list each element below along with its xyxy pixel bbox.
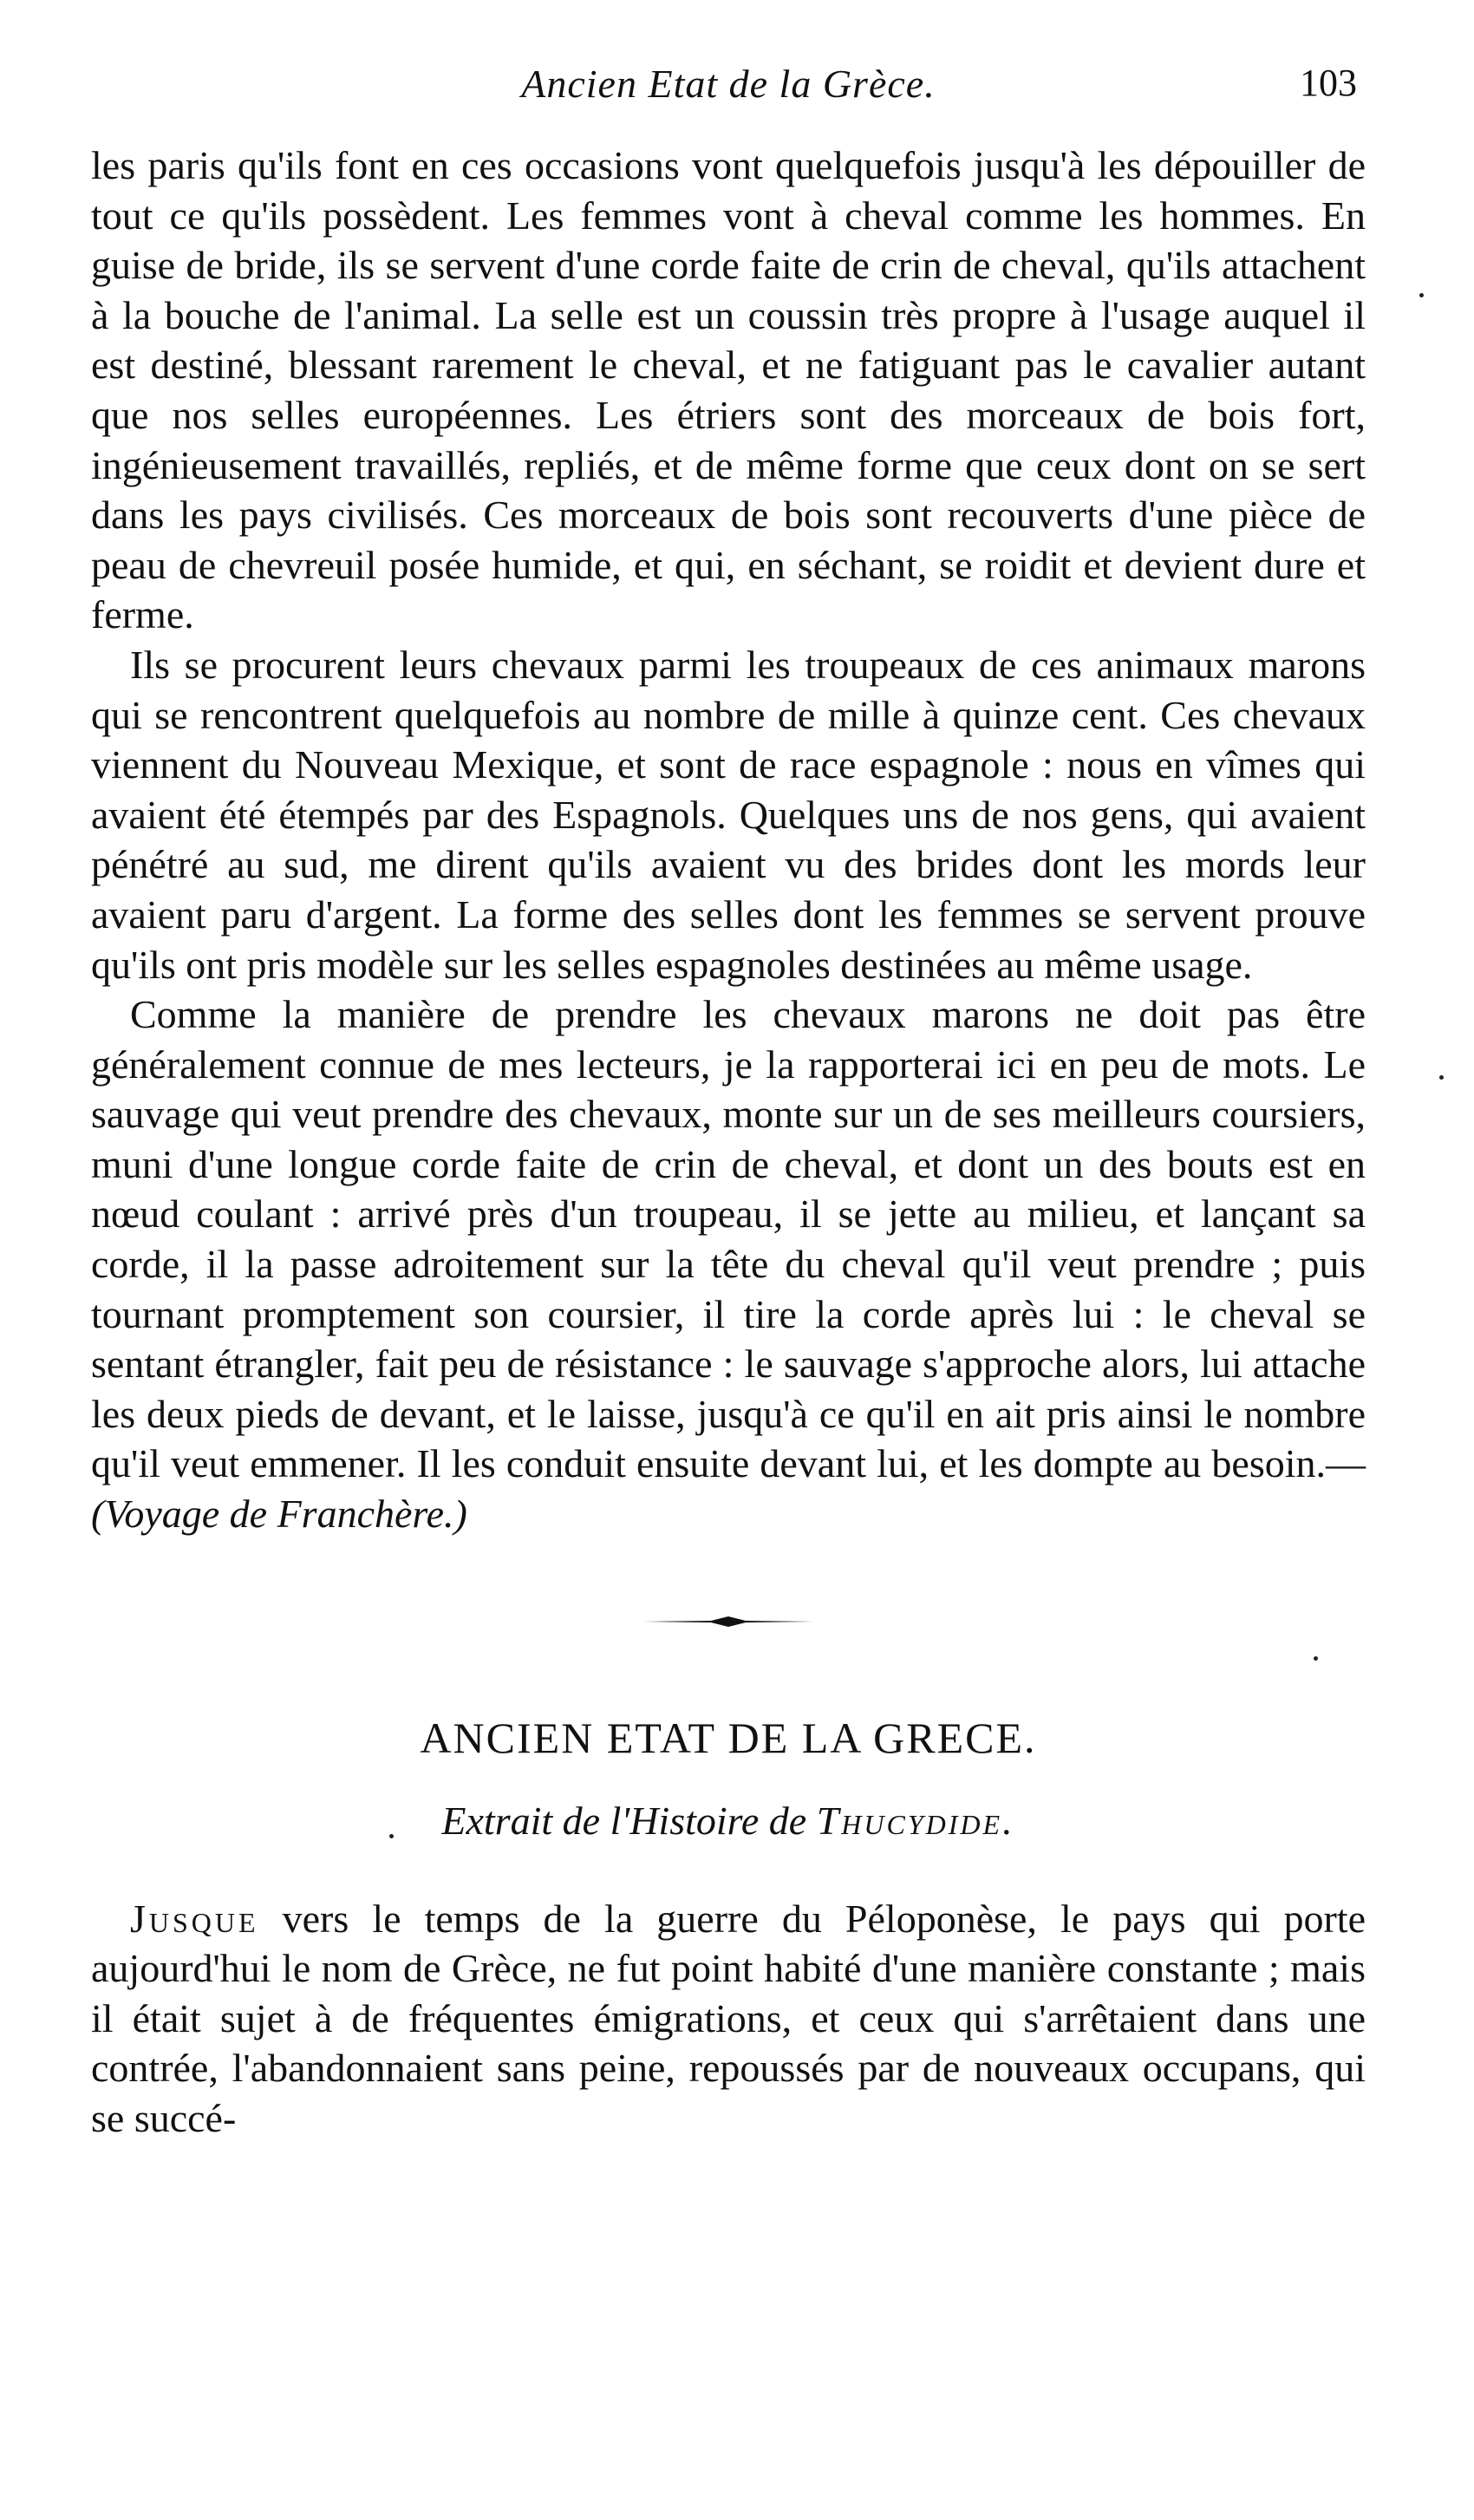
section-subtitle [91, 1798, 1366, 1844]
print-speck [1419, 293, 1424, 297]
book-page [91, 61, 1366, 2144]
print-speck [389, 1834, 394, 1838]
section-lead-paragraph [91, 1894, 1366, 2144]
running-head-title: Ancien Etat de la Grèce. [521, 62, 936, 106]
paragraph-1: les paris qu'ils font en ces occasions vont quelquefois jusqu'à les dépouiller de tout ce qu'ils possèdent. Les femmes vont à cheval comme les hommes. En guise de bride, ils se servent d'une corde faite de crin de cheval, qu'ils attachent à la bouche de l'animal. La selle est un coussin très propre à l'usage auquel il est destiné, blessant rarement le cheval, et ne fatiguant pas le cavalier autant que nos selles européennes. Les étriers sont des morceaux de bois fort, ingénieusement travaillés, repliés, et de même forme que ceux dont on se sert dans les pays civilisés. Ces morceaux de bois sont recouverts d'une pièce de peau de chevreuil posée humide, et qui, en séchant, se roidit et devient dure et ferme. [91, 143, 1366, 637]
section-title: ANCIEN ETAT DE LA GRECE. [420, 1713, 1037, 1762]
paragraph-3-text: Comme la manière de prendre les chevaux marons ne doit pas être généralement connue de mes lecteurs, je la rapporterai ici en peu de mots. Le sauvage qui veut prendre des chevaux, monte sur un de ses meilleurs coursiers, muni d'une longue corde faite de crin de cheval, et dont un des bouts est en nœud coulant : arrivé près d'un troupeau, il se jette au milieu, et lançant sa corde, il la passe adroitement sur la tête du cheval qu'il veut prendre ; puis tournant promptement son coursier, il tire la corde après lui : le cheval se sentant étrangler, fait peu de résistance : le sauvage s'approche alors, lui attache les deux pieds de devant, et le laisse, jusqu'à ce qu'il en ait pris ainsi le nombre qu'il veut emmener. Il les conduit ensuite devant lui, et les dompte au besoin.— [91, 992, 1366, 1486]
print-speck [1314, 1656, 1318, 1661]
lead-first-word: Jusque [130, 1896, 259, 1941]
page-number: 103 [1300, 62, 1357, 104]
paragraph-2: Ils se procurent leurs chevaux parmi les troupeaux de ces animaux marons qui se rencontrent quelquefois au nombre de mille à quinze cent. Ces chevaux viennent du Nouveau Mexique, et sont de race espagnole : nous en vîmes qui avaient été étempés par des Espagnols. Quelques uns de nos gens, qui avaient pénétré au sud, me dirent qu'ils avaient vu des brides dont les mords leur avaient paru d'argent. La forme des selles dont les femmes se servent prouve qu'ils ont pris modèle sur les selles espagnoles destinées au même usage. [91, 642, 1366, 987]
subtitle-prefix: Extrait de l'Histoire de [441, 1798, 807, 1843]
paragraph-3 [91, 989, 1366, 1539]
running-head [91, 61, 1366, 121]
source-citation: (Voyage de Franchère.) [91, 1492, 467, 1537]
print-speck [1439, 1075, 1444, 1080]
subtitle-author: Thucydide. [816, 1798, 1015, 1843]
lead-text: vers le temps de la guerre du Péloponèse, le pays qui porte aujourd'hui le nom de Grèce, ne fut point habité d'une manière constante ; mais il était sujet à de fréquentes émigrations, et ceux qui s'arrêtaient dans une contrée, l'abandonnaient sans peine, repoussés par de nouveaux occupans, qui se succé- [91, 1896, 1366, 2140]
section-divider-ornament [642, 1616, 815, 1628]
